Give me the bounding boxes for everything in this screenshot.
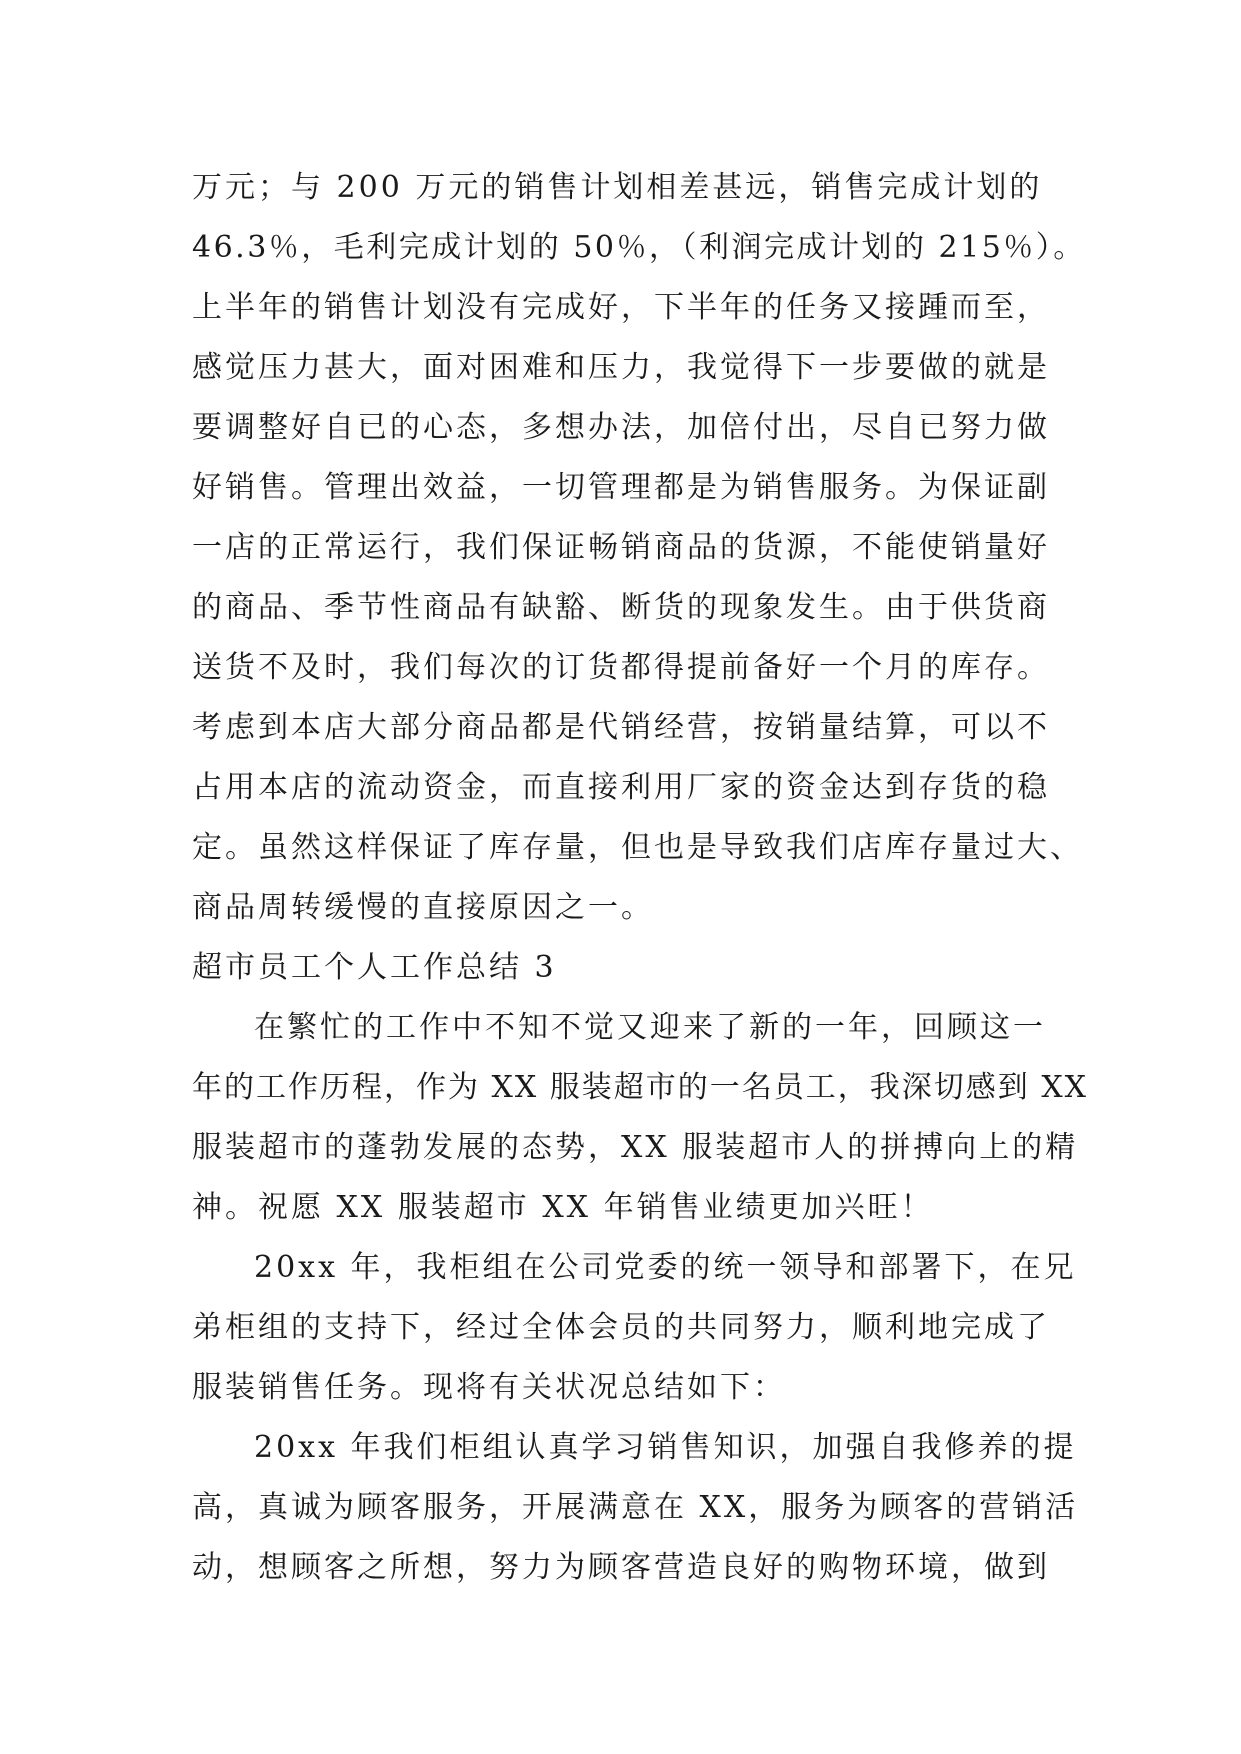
text-line: 万元；与 200 万元的销售计划相差甚远，销售完成计划的 — [192, 170, 1043, 205]
text-line: 送货不及时，我们每次的订货都得提前备好一个月的库存。 — [192, 650, 1050, 685]
text-line: 的商品、季节性商品有缺豁、断货的现象发生。由于供货商 — [192, 590, 1050, 625]
text-line: 弟柜组的支持下，经过全体会员的共同努力，顺利地完成了 — [192, 1310, 1050, 1345]
text-line: 考虑到本店大部分商品都是代销经营，按销量结算，可以不 — [192, 710, 1050, 745]
text-line: 46.3％，毛利完成计划的 50％，（利润完成计划的 215％）。 — [192, 230, 1086, 265]
text-line: 感觉压力甚大，面对困难和压力，我觉得下一步要做的就是 — [192, 350, 1050, 385]
text-line: 高，真诚为顾客服务，开展满意在 XX，服务为顾客的营销活 — [192, 1490, 1079, 1525]
text-line: 服装超市的蓬勃发展的态势，XX 服装超市人的拼搏向上的精 — [192, 1130, 1079, 1165]
text-line: 动，想顾客之所想，努力为顾客营造良好的购物环境，做到 — [192, 1550, 1050, 1585]
text-line: 20xx 年我们柜组认真学习销售知识，加强自我修养的提 — [254, 1430, 1077, 1465]
text-line: 好销售。管理出效益，一切管理都是为销售服务。为保证副 — [192, 470, 1050, 505]
text-line: 上半年的销售计划没有完成好，下半年的任务又接踵而至， — [192, 290, 1050, 325]
document-body — [192, 158, 1092, 1598]
text-line: 要调整好自已的心态，多想办法，加倍付出，尽自已努力做 — [192, 410, 1050, 445]
text-line: 定。虽然这样保证了库存量，但也是导致我们店库存量过大、 — [192, 830, 1083, 865]
text-line: 在繁忙的工作中不知不觉又迎来了新的一年，回顾这一 — [254, 1010, 1046, 1045]
text-line: 神。祝愿 XX 服装超市 XX 年销售业绩更加兴旺！ — [192, 1190, 934, 1225]
text-line: 商品周转缓慢的直接原因之一。 — [192, 890, 654, 925]
text-line: 占用本店的流动资金，而直接利用厂家的资金达到存货的稳 — [192, 770, 1050, 805]
text-line: 一店的正常运行，我们保证畅销商品的货源，不能使销量好 — [192, 530, 1050, 565]
text-line: 20xx 年，我柜组在公司党委的统一领导和部署下，在兄 — [254, 1250, 1077, 1285]
section-heading: 超市员工个人工作总结 3 — [192, 950, 557, 985]
text-line: 年的工作历程，作为 XX 服装超市的一名员工，我深切感到 XX — [192, 1070, 1089, 1105]
text-line: 服装销售任务。现将有关状况总结如下： — [192, 1370, 786, 1405]
